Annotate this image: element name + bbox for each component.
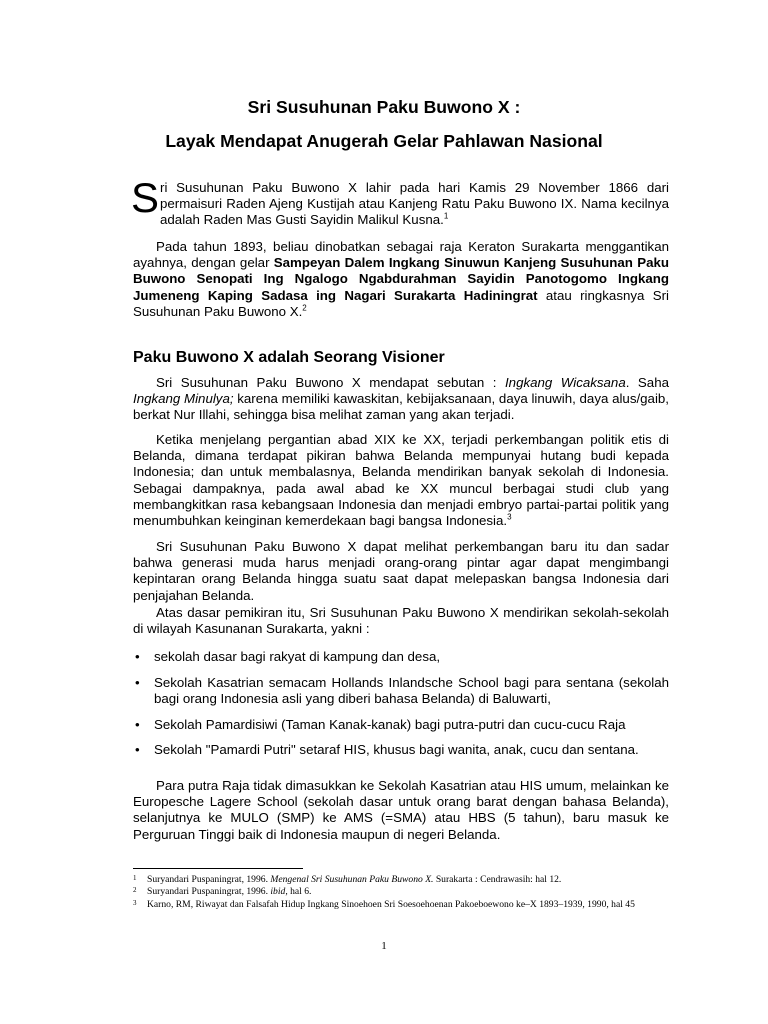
paragraph-text: atau ringkasnya Sri Susuhunan Paku Buwono X. xyxy=(133,287,669,319)
paragraph-putra-raja xyxy=(133,778,669,843)
page-number: 1 xyxy=(381,940,387,952)
list-item xyxy=(133,675,669,707)
bullet-icon: • xyxy=(135,649,140,664)
paragraph-politik-etis xyxy=(133,432,669,529)
paragraph-sekolah xyxy=(133,605,669,637)
title-line-1: Sri Susuhunan Paku Buwono X : xyxy=(247,97,521,117)
school-list xyxy=(133,649,669,768)
footnote-divider xyxy=(133,868,303,869)
bullet-icon: • xyxy=(135,742,140,758)
paragraph-visioner xyxy=(133,375,669,424)
footnotes xyxy=(133,874,669,911)
list-item xyxy=(133,717,669,733)
footnote-ref-2[interactable]: 2 xyxy=(302,303,307,313)
footnote-text: Karno, RM, Riwayat dan Falsafah Hidup Ingkang Sinoehoen Sri Soesoehoenan Pakoeboewono ke–X 1893–1939, 1990, hal 45 xyxy=(147,898,635,910)
paragraph-coronation xyxy=(133,239,669,320)
paragraph-text: . Saha xyxy=(625,375,669,390)
royal-title: Sampeyan Dalem Ingkang Sinuwun Kanjeng Susuhunan Paku Buwono Senopati Ing Ngalogo Ngabdurahman Sayidin Panotogomo Ingkang Jumeneng Kaping Sadasa ing Nagari Surakarta Hadiningrat xyxy=(133,255,669,303)
drop-cap: S xyxy=(131,174,160,221)
list-item xyxy=(133,742,669,758)
footnote-number: 2 xyxy=(133,886,137,895)
list-item-text: Sekolah "Pamardi Putri" setaraf HIS, khusus bagi wanita, anak, cucu dan sentana. xyxy=(154,742,639,758)
paragraph-text: Pada tahun 1893, beliau dinobatkan sebagai raja Keraton Surakarta menggantikan ayahnya, dengan gelar xyxy=(133,239,669,271)
intro-paragraph xyxy=(131,174,669,229)
list-item-text: sekolah dasar bagi rakyat di kampung dan desa, xyxy=(154,649,441,664)
paragraph-generasi-muda xyxy=(133,539,669,604)
list-item xyxy=(133,649,669,665)
bullet-icon: • xyxy=(135,674,140,690)
paragraph-text: Para putra Raja tidak dimasukkan ke Sekolah Kasatrian atau HIS umum, melainkan ke Europesche Lagere School (sekolah dasar untuk orang barat dengan bahasa Belanda), selanjutnya ke MULO (SMP) ke AMS (=SMA) atau HBS (5 tahun), baru masuk ke Perguruan Tinggi baik di Indonesia maupun di negeri Belanda. xyxy=(133,778,669,842)
paragraph-text: karena memiliki kawaskitan, kebijaksanaan, daya linuwih, daya alus/gaib, berkat Nur Illahi, sehingga bisa melihat zaman yang akan terjadi. xyxy=(133,391,669,423)
title-line-2: Layak Mendapat Anugerah Gelar Pahlawan Nasional xyxy=(165,131,603,151)
paragraph-text: Sri Susuhunan Paku Buwono X mendapat sebutan : xyxy=(156,375,505,390)
footnote-text: Suryandari Puspaningrat, 1996. xyxy=(147,874,271,885)
footnote-number: 1 xyxy=(133,874,137,882)
list-item-text: Sekolah Kasatrian semacam Hollands Inlandsche School bagi para sentana (sekolah bagi orang Indonesia asli yang diberi bahasa Belanda) di Baluwarti, xyxy=(154,674,669,706)
footnote-3 xyxy=(133,899,669,911)
paragraph-text: Atas dasar pemikiran itu, Sri Susuhunan Paku Buwono X mendirikan sekolah-sekolah di wilayah Kasunanan Surakarta, yakni : xyxy=(133,605,669,637)
list-item-text: Sekolah Pamardisiwi (Taman Kanak-kanak) bagi putra-putri dan cucu-cucu Raja xyxy=(154,716,626,732)
section-heading: Paku Buwono X adalah Seorang Visioner xyxy=(133,349,445,366)
paragraph-text: Sri Susuhunan Paku Buwono X dapat melihat perkembangan baru itu dan sadar bahwa generasi muda harus menjadi orang-orang pintar agar dapat mengimbangi kepintaran orang Belanda hingga suatu saat dapat melepaskan bangsa Indonesia dari penjajahan Belanda. xyxy=(133,539,669,603)
bullet-icon: • xyxy=(135,716,140,732)
footnote-text: Surakarta : Cendrawasih: hal 12. xyxy=(433,874,562,885)
intro-text: ri Susuhunan Paku Buwono X lahir pada hari Kamis 29 November 1866 dari permaisuri Raden Ajeng Kustijah atau Kanjeng Ratu Paku Buwono IX. Nama kecilnya adalah Raden Mas Gusti Sayidin Malikul Kusna. xyxy=(160,180,669,228)
footnote-1 xyxy=(133,874,669,886)
footnote-2 xyxy=(133,886,669,898)
paragraph-text: Ketika menjelang pergantian abad XIX ke XX, terjadi perkembangan politik etis di Belanda, dimana terdapat pikiran bahwa Belanda mempunyai hutang budi kepada Indonesia; dan untuk membalasnya, Belanda mendirikan banyak sekolah di Indonesia. Sebagai dampaknya, pada awal abad ke XX muncul berbagai studi club yang membangkitkan rasa kebangsaan Indonesia dan menjadi embryo partai-partai politik yang menumbuhkan keinginan kemerdekaan bagi bangsa Indonesia. xyxy=(133,432,669,529)
epithet-2: Ingkang Minulya; xyxy=(133,391,234,407)
footnote-title: ibid xyxy=(270,886,286,898)
footnote-text: , hal 6. xyxy=(285,886,312,898)
footnote-ref-1[interactable]: 1 xyxy=(443,211,449,221)
epithet-1: Ingkang Wicaksana xyxy=(504,375,626,390)
footnote-text: Suryandari Puspaningrat, 1996. xyxy=(147,886,271,898)
footnote-ref-3[interactable]: 3 xyxy=(507,512,512,522)
footnote-title: Mengenal Sri Susuhunan Paku Buwono X. xyxy=(270,874,434,885)
footnote-number: 3 xyxy=(133,898,137,907)
